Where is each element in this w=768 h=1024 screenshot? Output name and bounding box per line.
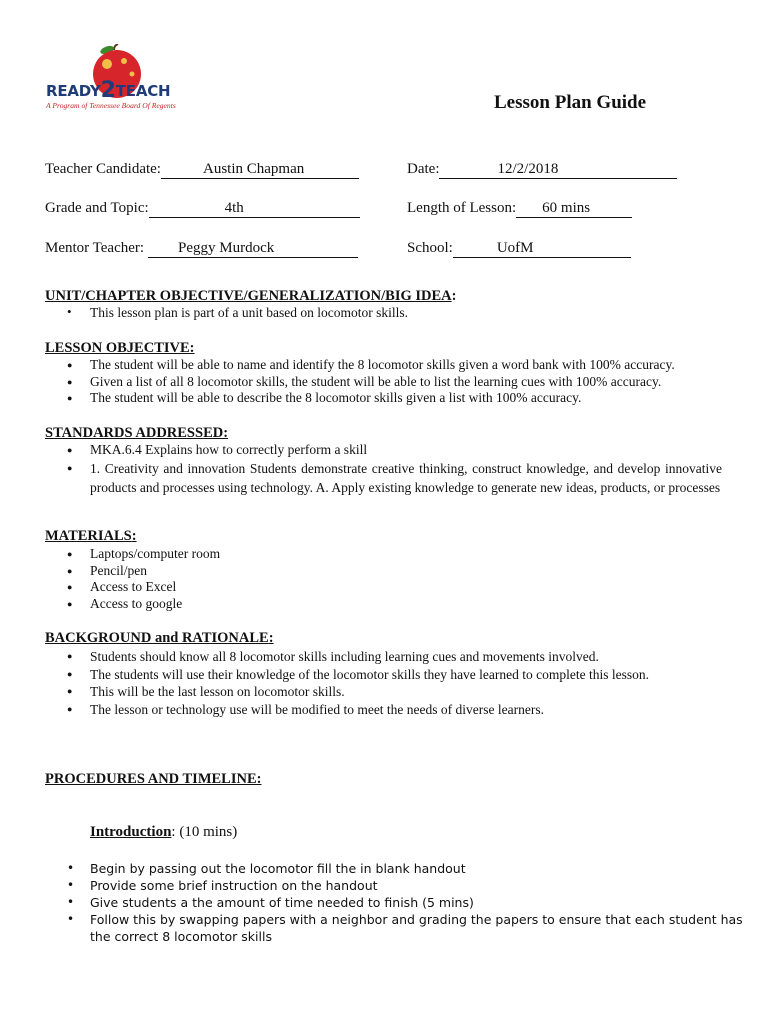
unit-objective-heading: UNIT/CHAPTER OBJECTIVE/GENERALIZATION/BIG IDEA:: [45, 288, 457, 304]
page-title: Lesson Plan Guide: [494, 92, 647, 113]
school-value: UofM: [453, 241, 631, 258]
logo-tagline: A Program of Tennessee Board Of Regents: [46, 101, 176, 110]
materials-heading: MATERIALS:: [45, 528, 137, 544]
list-item: • Give students a the amount of time needed to finish (5 mins): [45, 894, 750, 911]
length-of-lesson-value: 60 mins: [516, 201, 632, 218]
introduction-list: [45, 860, 750, 945]
lesson-objective-list: [45, 357, 675, 407]
ready2teach-logo: [44, 44, 186, 114]
logo-wordmark: READY2TEACH: [46, 78, 171, 103]
background-heading: BACKGROUND and RATIONALE:: [45, 630, 274, 646]
teacher-candidate-value: Austin Chapman: [161, 162, 359, 179]
list-item: ● The student will be able to describe the 8 locomotor skills given a list with 100% accuracy.: [45, 390, 675, 407]
background-list: [45, 648, 649, 718]
standards-heading: STANDARDS ADDRESSED:: [45, 425, 229, 441]
grade-topic-field: Grade and Topic: 4th: [45, 200, 360, 218]
list-item: • Provide some brief instruction on the handout: [45, 877, 750, 894]
list-item: ● The students will use their knowledge of the locomotor skills they have learned to complete this lesson.: [45, 666, 649, 684]
mentor-teacher-value: Peggy Murdock: [148, 241, 358, 258]
length-of-lesson-field: Length of Lesson: 60 mins: [407, 200, 632, 218]
list-item: ● Given a list of all 8 locomotor skills, the student will be able to list the learning cues with 100% accuracy.: [45, 374, 675, 391]
grade-topic-value: 4th: [149, 201, 360, 218]
list-item: ● This will be the last lesson on locomotor skills.: [45, 683, 649, 701]
procedures-heading: PROCEDURES AND TIMELINE:: [45, 771, 262, 787]
list-item: ● MKA.6.4 Explains how to correctly perform a skill: [45, 442, 722, 459]
list-item: ● The lesson or technology use will be modified to meet the needs of diverse learners.: [45, 701, 649, 719]
school-field: School: UofM: [407, 240, 631, 258]
list-item: ● Pencil/pen: [45, 563, 220, 580]
lesson-objective-heading: LESSON OBJECTIVE:: [45, 340, 195, 356]
unit-objective-list: [45, 305, 408, 322]
list-item: ● The student will be able to name and identify the 8 locomotor skills given a word bank with 100% accuracy.: [45, 357, 675, 374]
date-field: Date: 12/2/2018: [407, 161, 677, 179]
introduction-subheading: Introduction: (10 mins): [90, 824, 238, 840]
list-item: ● Students should know all 8 locomotor skills including learning cues and movements involved.: [45, 648, 649, 666]
materials-list: [45, 546, 220, 612]
list-item: ● Laptops/computer room: [45, 546, 220, 563]
teacher-candidate-field: Teacher Candidate: Austin Chapman: [45, 161, 359, 179]
list-item: ● 1. Creativity and innovation Students demonstrate creative thinking, construct knowledge, and develop innovative products and processes using technology. A. Apply existing knowledge to generate new ideas, products, or processes: [45, 459, 722, 498]
date-value: 12/2/2018: [439, 162, 677, 179]
list-item: ● Access to Excel: [45, 579, 220, 596]
list-item: • Begin by passing out the locomotor fill the in blank handout: [45, 860, 750, 877]
list-item: • Follow this by swapping papers with a neighbor and grading the papers to ensure that each student has the correct 8 locomotor skills: [45, 911, 750, 945]
list-item: ● Access to google: [45, 596, 220, 613]
standards-list: [45, 442, 722, 498]
mentor-teacher-field: Mentor Teacher: Peggy Murdock: [45, 240, 358, 258]
list-item: • This lesson plan is part of a unit based on locomotor skills.: [45, 305, 408, 322]
